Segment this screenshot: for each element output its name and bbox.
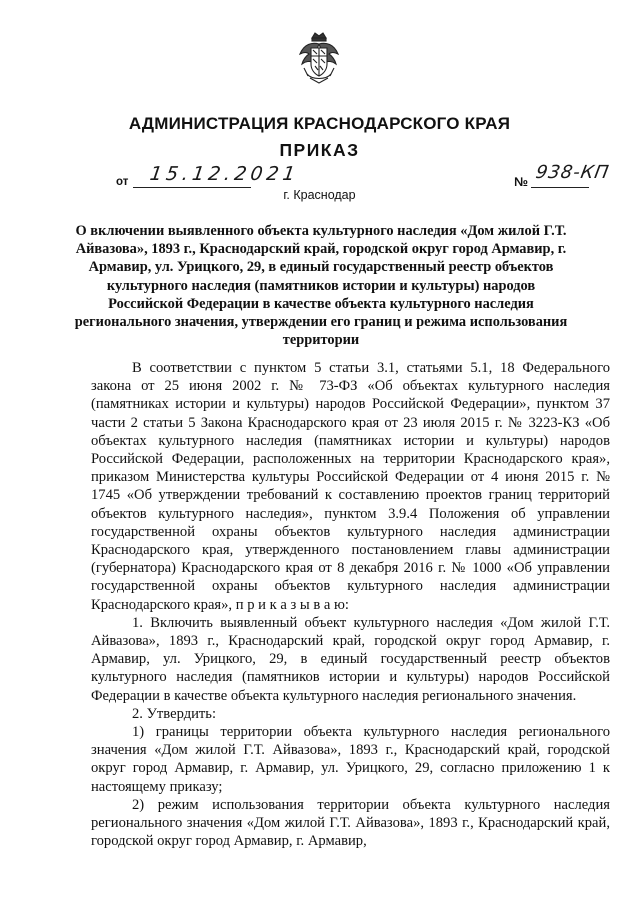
issue-city: г. Краснодар: [283, 188, 356, 202]
number-prefix-label: №: [514, 175, 528, 189]
coat-of-arms-emblem: [298, 30, 340, 86]
order-body: [91, 359, 610, 850]
date-prefix-label: от: [116, 176, 129, 188]
handwritten-date: 15.12.2021: [148, 163, 301, 185]
preamble-paragraph: В соответствии с пунктом 5 статьи 3.1, статьями 5.1, 18 Федерального закона от 25 июня 2002 г. № 73-ФЗ «Об объектах культурного наследия (памятниках истории и культуры) народов Российской Федерации», пунктом 37 части 2 статьи 5 Закона Краснодарского края от 23 июля 2015 г. № 3223-КЗ «Об объектах культурного наследия (памятниках истории и культуры) народов Российской Федерации, расположенных на территории Краснодарского края», приказом Министерства культуры Российской Федерации от 4 июня 2015 г. № 1745 «Об утверждении требований к составлению проектов границ территорий объектов культурного наследия», пунктом 3.9.4 Положения об управлении государственной охраны объектов культурного наследия администрации Краснодарского края, утвержденного постановлением главы администрации (губернатора) Краснодарского края от 8 декабря 2016 г. № 1000 «Об управлении государственной охраны объектов культурного наследия администрации Краснодарского края», п р и к а з ы в а ю:: [91, 360, 610, 613]
handwritten-document-number: 938-КП: [534, 162, 612, 183]
item-1-paragraph: 1. Включить выявленный объект культурного наследия «Дом жилой Г.Т. Айвазова», 1893 г., Краснодарский край, городской округ город Армавир, г. Армавир, ул. Урицкого, 29, в единый государственный реестр объектов культурного наследия (памятников истории и культуры) народов Российской Федерации в качестве объекта культурного наследия регионального значения.: [91, 614, 610, 704]
document-type: ПРИКАЗ: [279, 140, 360, 160]
order-title: О включении выявленного объекта культурного наследия «Дом жилой Г.Т. Айвазова», 1893 г., Краснодарский край, городской округ город Армавир, г. Армавир, ул. Урицкого, 29, в единый государственный реестр объектов культурного наследия (памятников истории и культуры) народов Российской Федерации в качестве объекта культурного наследия регионального значения, утверждении его границ и режима использования территории: [74, 223, 568, 349]
item-2-2-paragraph: 2) режим использования территории объекта культурного наследия регионального значения «Дом жилой Г.Т. Айвазова», 1893 г., Краснодарский край, городской округ город Армавир, г. Армавир,: [91, 796, 610, 850]
agency-name: АДМИНИСТРАЦИЯ КРАСНОДАРСКОГО КРАЯ: [128, 114, 511, 133]
item-2-paragraph: 2. Утвердить:: [132, 705, 217, 722]
item-2-1-paragraph: 1) границы территории объекта культурного наследия регионального значения «Дом жилой Г.Т. Айвазова», 1893 г., Краснодарский край, городской округ город Армавир, г. Армавир, ул. Урицкого, 29, согласно приложению 1 к настоящему приказу;: [91, 724, 610, 795]
